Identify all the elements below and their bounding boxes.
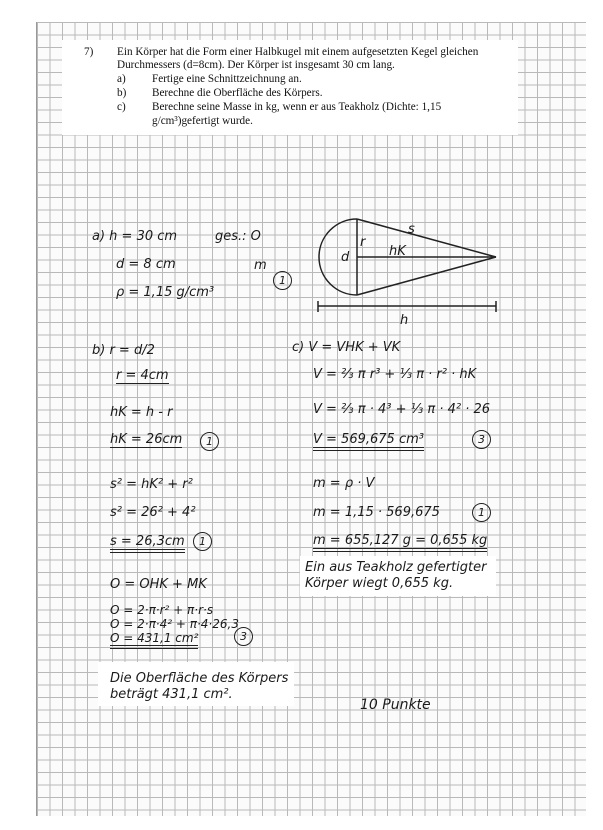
points-b-hk: 1	[200, 432, 219, 451]
given-d: d = 8 cm	[116, 257, 176, 272]
b-r-formula: b) r = d/2	[92, 343, 155, 358]
answer-b-line-1: Die Oberfläche des Körpers	[110, 671, 289, 686]
task-line-1: Ein Körper hat die Form einer Halbkugel mit einem aufgesetzten Kegel gleichen	[117, 46, 479, 58]
b-o-formula-2: O = 2·π·r² + π·r·s	[110, 603, 214, 617]
task-b-text: Berechne die Oberfläche des Körpers.	[152, 87, 323, 99]
given-rho: ρ = 1,15 g/cm³	[116, 285, 215, 300]
b-o-result: O = 431,1 cm²	[110, 631, 198, 649]
b-s-calc: s² = 26² + 4²	[110, 505, 196, 520]
c-v-result: V = 569,675 cm³	[313, 432, 424, 451]
sought-o: ges.: O	[215, 229, 261, 244]
b-r-result: r = 4cm	[116, 368, 169, 383]
c-m-result: m = 655,127 g = 0,655 kg	[313, 533, 487, 552]
task-c-text-2: g/cm³)gefertigt wurde.	[152, 115, 253, 127]
diagram-label-hk: hK	[389, 244, 406, 259]
total-points: 10 Punkte	[360, 697, 431, 713]
points-b-s: 1	[193, 532, 212, 551]
task-line-2: Durchmessers (d=8cm). Der Körper ist insgesamt 30 cm lang.	[117, 59, 395, 71]
points-c-v: 3	[472, 430, 491, 449]
c-m-formula: m = ρ · V	[313, 476, 375, 491]
task-number: 7)	[84, 46, 94, 58]
diagram-label-h: h	[400, 313, 409, 328]
c-m-calc: m = 1,15 · 569,675	[313, 505, 440, 520]
sought-m: m	[254, 258, 267, 273]
b-s-result: s = 26,3cm	[110, 534, 185, 553]
b-o-formula: O = OHK + MK	[110, 577, 207, 592]
diagram-label-d: d	[341, 250, 350, 265]
task-c-key: c)	[117, 101, 126, 113]
c-v-formula: c) V = VHK + VK	[292, 340, 401, 355]
b-hk-result: hK = 26cm	[110, 432, 183, 447]
b-hk-formula: hK = h - r	[110, 405, 173, 420]
c-v-formula-2: V = ⅔ π r³ + ⅓ π · r² · hK	[313, 367, 477, 382]
b-s-formula: s² = hK² + r²	[110, 477, 193, 492]
diagram-label-r: r	[360, 235, 366, 250]
given-h: a) h = 30 cm	[92, 229, 178, 244]
task-a-text: Fertige eine Schnittzeichnung an.	[152, 73, 302, 85]
points-a: 1	[273, 271, 292, 290]
answer-c-line-1: Ein aus Teakholz gefertigter	[305, 560, 487, 575]
b-o-calc: O = 2·π·4² + π·4·26,3	[110, 617, 239, 631]
task-c-text: Berechne seine Masse in kg, wenn er aus Teakholz (Dichte: 1,15	[152, 101, 442, 113]
task-a-key: a)	[117, 73, 126, 85]
answer-b-line-2: beträgt 431,1 cm².	[110, 687, 233, 702]
task-b-key: b)	[117, 87, 127, 99]
diagram-label-s: s	[408, 222, 415, 237]
answer-c-line-2: Körper wiegt 0,655 kg.	[305, 576, 454, 591]
points-c-m: 1	[472, 503, 491, 522]
points-b-o: 3	[234, 627, 253, 646]
c-v-calc: V = ⅔ π · 4³ + ⅓ π · 4² · 26	[313, 402, 491, 417]
